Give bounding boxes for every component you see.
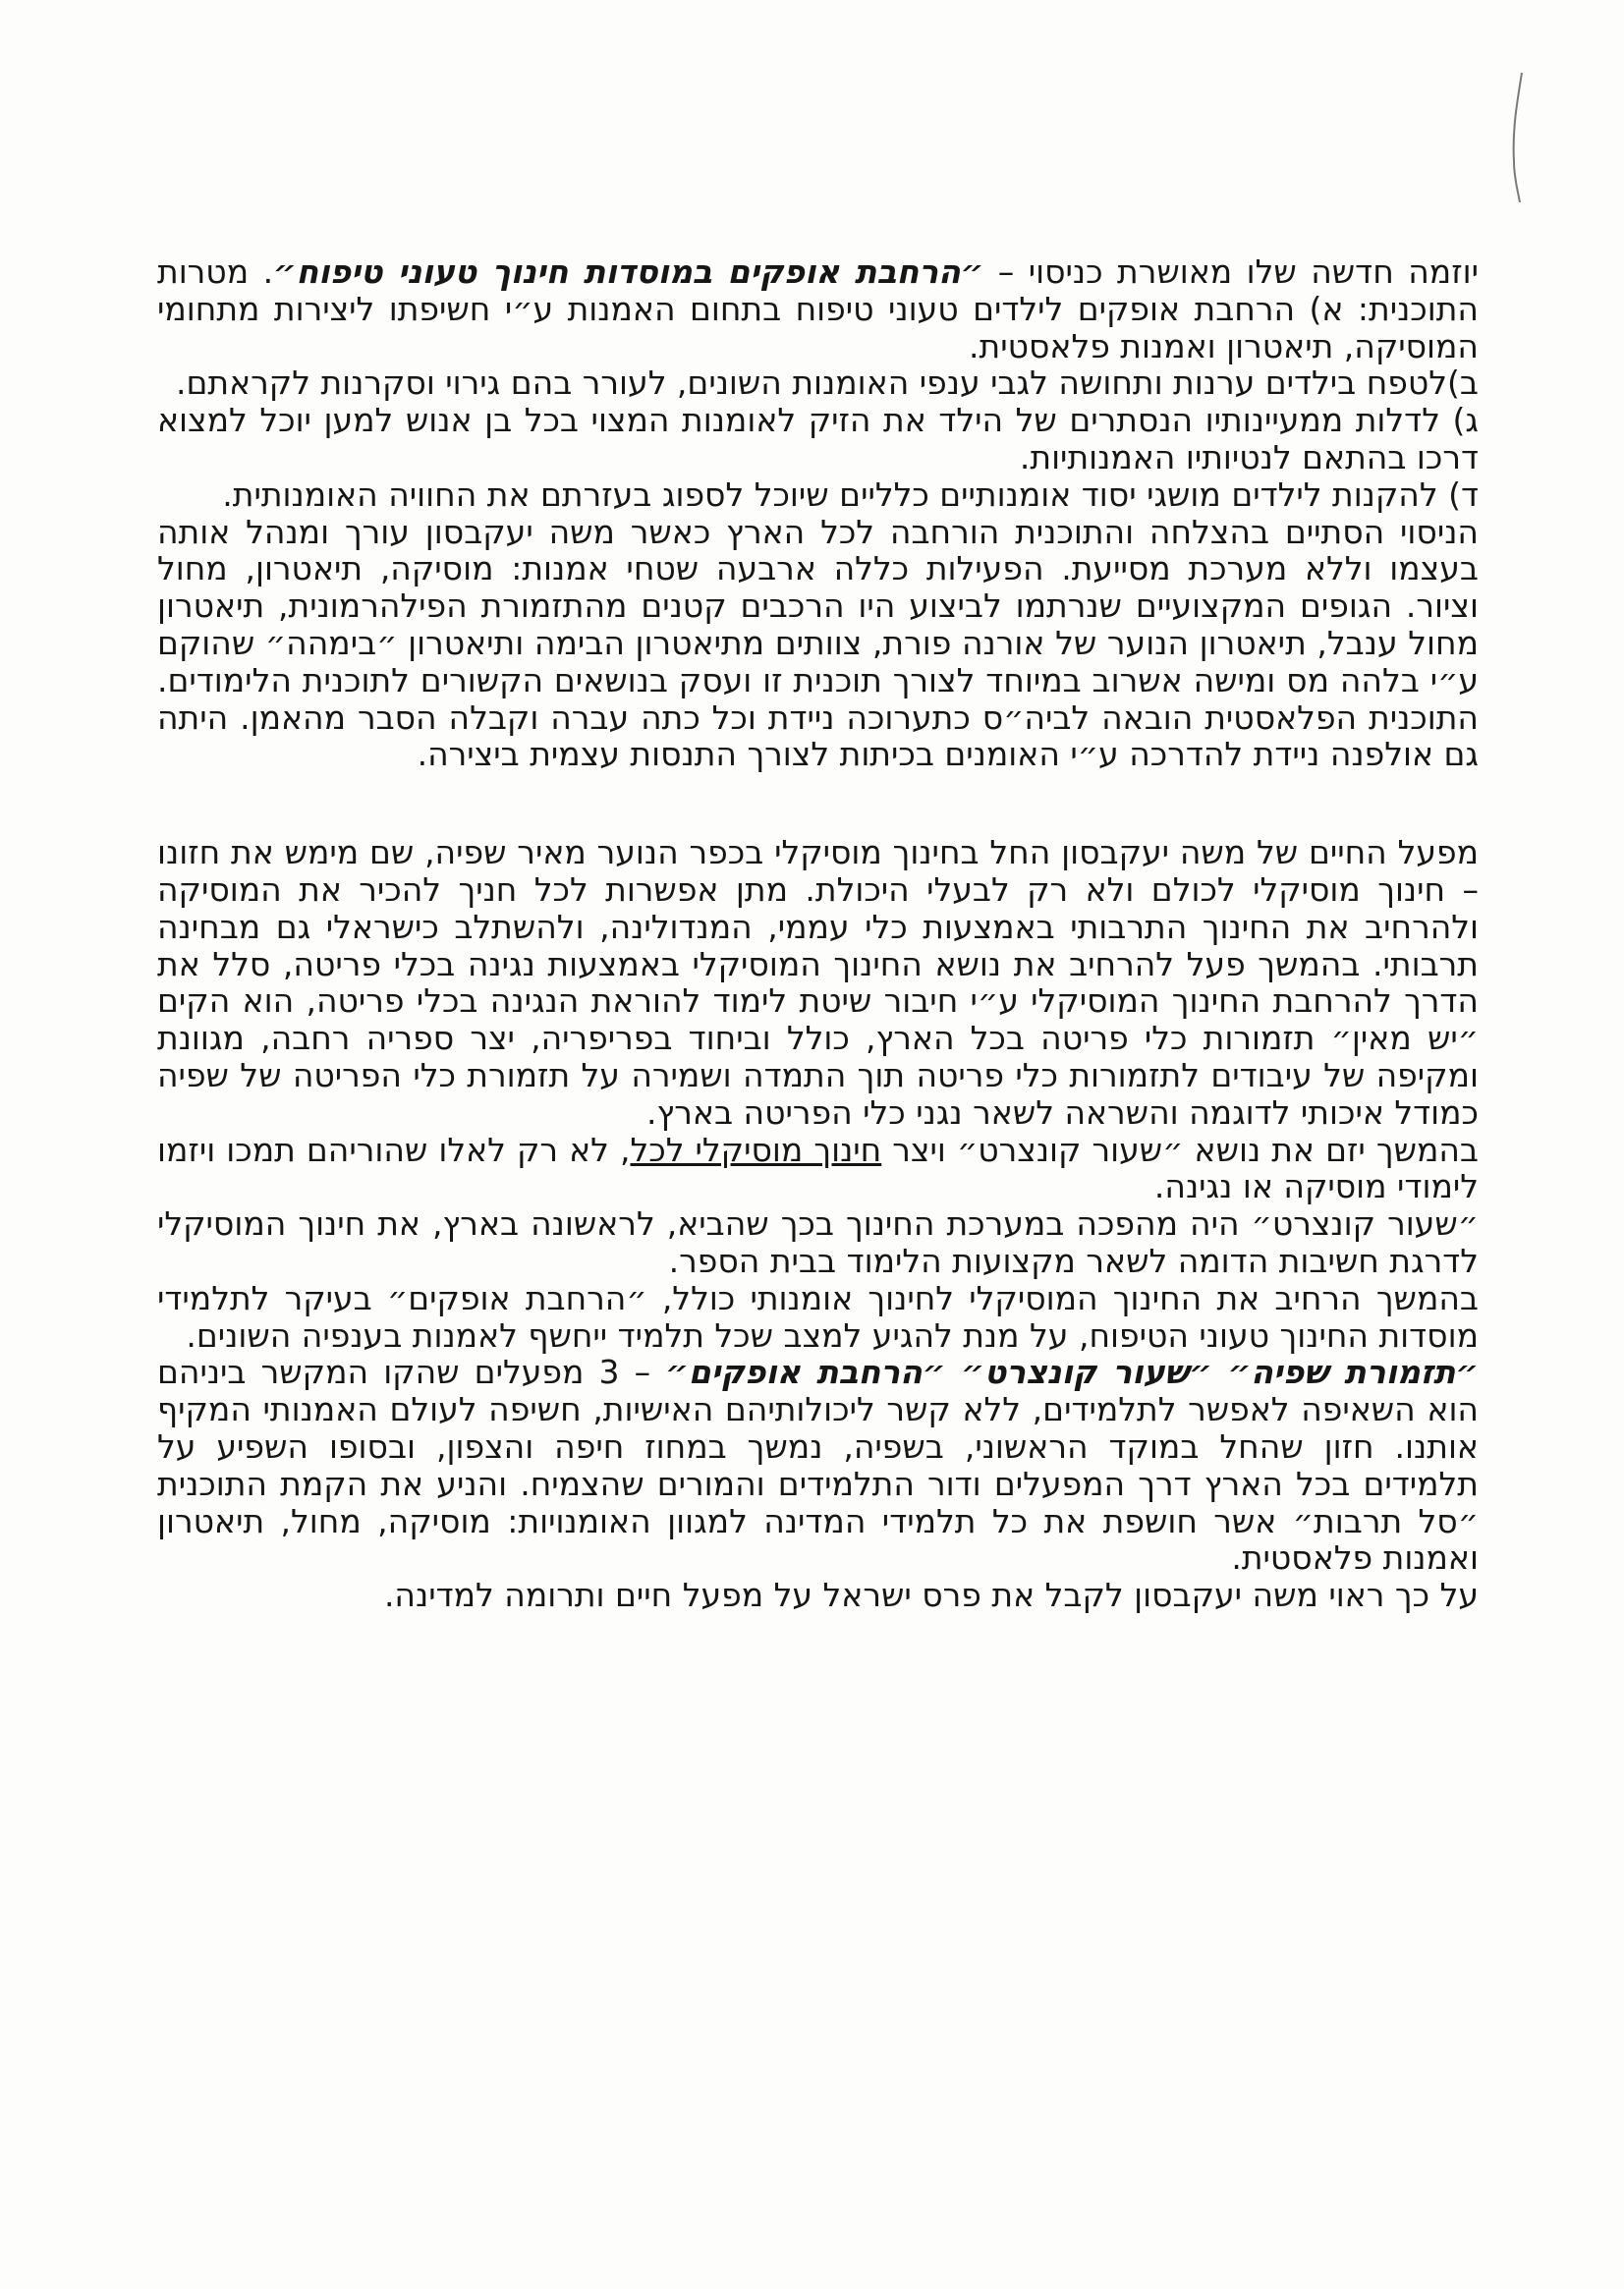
concert-lesson-intro: בהמשך יזם את נושא ״שעור קונצרט״ ויצר (881, 1130, 1480, 1169)
concert-lesson-rest: , לא רק לאלו שהוריהם תמכו ויזמו לימודי מוסיקה או נגינה. (157, 1130, 1479, 1206)
initiative-intro: יוזמה חדשה שלו מאושרת כניסוי – (983, 252, 1480, 291)
goal-d: ד) להקנות לילדים מושגי יסוד אומנותיים כלליים שיוכל לספוג בעזרתם את החוויה האומנותית. (222, 475, 1479, 514)
three-projects-bold: ״תזמורת שפיה״ ״שעור קונצרט״ ״הרחבת אופקים״ (665, 1353, 1479, 1392)
goal-c: ג) לדלות ממעיינותיו הנסתרים של הילד את הזיק לאומנות המצוי בכל בן אנוש למען יוכל למצוא דרכו בהתאם לנטיותיו האמנותיות. (157, 401, 1479, 476)
paragraph-pilot-expansion: הניסוי הסתיים בהצלחה והתוכנית הורחבה לכל הארץ כאשר משה יעקבסון עורך ומנהל אותה בעצמו וללא מערכת מסייעת. הפעילות כללה ארבעה שטחי אמנות: מוסיקה, תיאטרון, מחול וציור. הגופים המקצועיים שנרתמו לביצוע היו הרכבים קטנים מהתזמורת הפילהרמונית, תיאטרון מחול ענבל, תיאטרון הנוער של אורנה פורת, צוותים מתיאטרון הבימה ותיאטרון ״בימהה״ שהוקם ע״י בלהה מס ומישה אשרוב במיוחד לצורך תוכנית זו ועסק בנושאים הקשורים לתוכנית הלימודים. התוכנית הפלאסטית הובאה לביה״ס כתערוכה ניידת וכל כתה עברה וקבלה הסבר מהאמן. היתה גם אולפנה ניידת להדרכה ע״י האומנים בכיתות לצורך התנסות עצמית ביצירה. (157, 512, 1479, 774)
paragraph-broadening: בהמשך הרחיב את החינוך המוסיקלי לחינוך אומנותי כולל, ״הרחבת אופקים״ בעיקר לתלמידי מוסדות החינוך טעוני הטיפוח, על מנת להגיע למצב שכל תלמיד ייחשף לאמנות בענפיה השונים. (157, 1278, 1479, 1355)
program-name-bold: ״הרחבת אופקים במוסדות חינוך טעוני טיפוח״ (273, 252, 984, 291)
music-education-for-all: חינוך מוסיקלי לכל (630, 1130, 882, 1169)
paragraph-gap (157, 773, 1479, 834)
pen-mark (1508, 69, 1526, 206)
three-projects-text: – 3 מפעלים שהקו המקשר ביניהם הוא השאיפה לאפשר לתלמידים, ללא קשר ליכולותיהם האישיות, חשיפה לעולם האמנותי המקיף אותנו. חזון שהחל במוקד הראשוני, בשפיה, נמשך במחוז חיפה והצפון, ובסופו השפיע על תלמידים בכל הארץ דרך המפעלים ודור התלמידים והמורים שהצמיח. והניע את הקמת התוכנית ״סל תרבות״ אשר חושפת את כל תלמידי המדינה למגוון האומנויות: מוסיקה, מחול, תיאטרון ואמנות פלאסטית. (157, 1353, 1479, 1578)
letter-body (157, 253, 1479, 1614)
paragraph-concert-lesson (157, 1132, 1479, 1206)
paragraph-conclusion: על כך ראוי משה יעקבסון לקבל את פרס ישראל על מפעל חיים ותרומה למדינה. (383, 1576, 1479, 1615)
program-goals-a: . מטרות התוכנית: א) הרחבת אופקים לילדים טעוני טיפוח בתחום האמנות ע״י חשיפתו ליצירות מתחומי המוסיקה, תיאטרון ואמנות פלאסטית. (157, 252, 1479, 365)
paragraph-life-work: מפעל החיים של משה יעקבסון החל בחינוך מוסיקלי בכפר הנוער מאיר שפיה, שם מימש את חזונו – חינוך מוסיקלי לכולם ולא רק לבעלי היכולת. מתן אפשרות לכל חניך להכיר את המוסיקה ולהרחיב את החינוך התרבותי באמצעות כלי עממי, המנדולינה, ולהשתלב כישראלי גם מבחינה תרבותי. בהמשך פעל להרחיב את נושא החינוך המוסיקלי באמצעות נגינה בכלי פריטה, סלל את הדרך להרחבת החינוך המוסיקלי ע״י חיבור שיטת לימוד להוראת הנגינה בכלי פריטה, הוא הקים ״יש מאין״ תזמורות כלי פריטה בכל הארץ, כולל וביחוד בפריפריה, יצר ספריה רחבה, מגוונת ומקיפה של עיבודים לתזמורות כלי פריטה תוך התמדה ושמירה על תזמורת כלי הפריטה של שפיה כמודל איכותי לדוגמה והשראה לשאר נגני כלי הפריטה בארץ. (157, 833, 1479, 1132)
goal-b: ב)לטפח בילדים ערנות ותחושה לגבי ענפי האומנות השונים, לעורר בהם גירוי וסקרנות לקראתם. (176, 363, 1479, 403)
paragraph-revolution: ״שעור קונצרט״ היה מהפכה במערכת החינוך בכך שהביא, לראשונה בארץ, את חינוך המוסיקלי לדרגת חשיבות הדומה לשאר מקצועות הלימוד בבית הספר. (157, 1204, 1479, 1280)
paragraph-three-projects (157, 1354, 1479, 1577)
paragraph-initiative (157, 253, 1479, 364)
